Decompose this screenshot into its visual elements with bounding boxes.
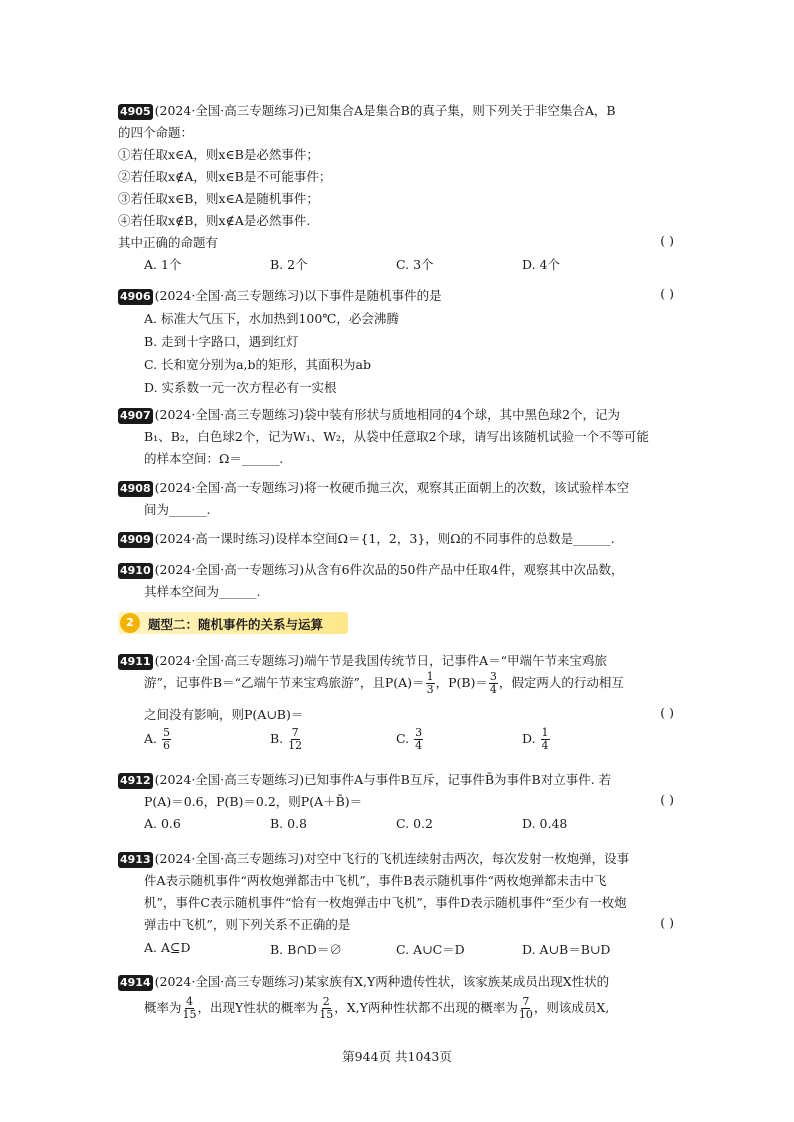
option-b: B. B∩D＝∅ bbox=[270, 942, 342, 957]
statement-3: ③若任取x∈B，则x∈A是随机事件； bbox=[118, 191, 319, 206]
option-d: D. $\frac{1}{4}$ bbox=[522, 726, 549, 752]
fraction: $\frac{2}{15}$ bbox=[319, 995, 334, 1021]
option-c: C. 长和宽分别为a,b的矩形，其面积为ab bbox=[144, 357, 371, 372]
question-text: 的四个命题： bbox=[118, 125, 194, 140]
question-text: (2024·全国·高一专题练习)将一枚硬币抛三次，观察其正面朝上的次数，该试验样本空 bbox=[154, 480, 630, 495]
question-number: 4910 bbox=[120, 564, 151, 577]
option-c: C. $\frac{3}{4}$ bbox=[396, 726, 423, 752]
section-title: 题型二：随机事件的关系与运算 bbox=[148, 617, 324, 632]
option-a: A. $\frac{5}{6}$ bbox=[144, 726, 170, 752]
question-number: 4913 bbox=[120, 853, 151, 866]
question-text: (2024·全国·高三专题练习)某家族有X,Y两种遗传性状，该家族某成员出现X性状的 bbox=[154, 974, 610, 989]
option-a: A. A⊆D bbox=[144, 940, 191, 955]
question-number: 4906 bbox=[120, 290, 151, 303]
question-text: (2024·全国·高三专题练习)已知事件A与事件B互斥，记事件B̄为事件B对立事件. 若 bbox=[154, 772, 612, 787]
option-d: D. 4个 bbox=[522, 257, 560, 272]
question-text: ，X,Y两种性状都不出现的概率为 bbox=[334, 1000, 518, 1015]
section-badge: 2 bbox=[120, 613, 140, 633]
question-text: P(A)＝0.6，P(B)＝0.2，则P(A＋B̄)＝ bbox=[144, 794, 363, 809]
option-b: B. 2个 bbox=[270, 257, 308, 272]
answer-bracket: ( ) bbox=[660, 233, 674, 248]
question-number: 4908 bbox=[120, 482, 151, 495]
question-number: 4911 bbox=[120, 655, 151, 668]
section-header bbox=[118, 612, 348, 634]
question-text: 概率为 bbox=[144, 1000, 182, 1015]
question-text: (2024·全国·高一专题练习)从含有6件次品的50件产品中任取4件，观察其中次品数， bbox=[154, 562, 624, 577]
option-c: C. 3个 bbox=[396, 257, 434, 272]
question-number: 4914 bbox=[120, 976, 151, 989]
question-text: 件A表示随机事件“两枚炮弹都击中飞机”，事件B表示随机事件“两枚炮弹都未击中飞 bbox=[144, 873, 607, 888]
question-text: (2024·全国·高三专题练习)以下事件是随机事件的是 bbox=[154, 288, 442, 303]
question-text: 之间没有影响，则P(A∪B)＝ bbox=[144, 707, 304, 722]
question-text: ，假定两人的行动相互 bbox=[498, 675, 624, 690]
question-text: (2024·全国·高三专题练习)袋中装有形状与质地相同的4个球，其中黑色球2个，记为 bbox=[154, 407, 621, 422]
question-text: (2024·高一课时练习)设样本空间Ω＝{1，2，3}，则Ω的不同事件的总数是______. bbox=[154, 531, 615, 546]
option-b: B. 0.8 bbox=[270, 816, 308, 831]
fraction: $\frac{1}{3}$ bbox=[426, 670, 434, 696]
page-footer: 第944页 共1043页 bbox=[342, 1049, 452, 1064]
option-d: D. 0.48 bbox=[522, 816, 568, 831]
option-c: C. A∪C＝D bbox=[396, 942, 465, 957]
fraction: $\frac{7}{10}$ bbox=[518, 995, 533, 1021]
answer-bracket: ( ) bbox=[660, 792, 674, 807]
question-number: 4912 bbox=[120, 774, 151, 787]
option-b: B. 走到十字路口，遇到红灯 bbox=[144, 334, 299, 349]
fraction: $\frac{4}{15}$ bbox=[182, 995, 197, 1021]
option-d: D. 实系数一元一次方程必有一实根 bbox=[144, 380, 337, 395]
question-number: 4907 bbox=[120, 409, 151, 422]
answer-bracket: ( ) bbox=[660, 705, 674, 720]
question-text: ，则该成员X, bbox=[533, 1000, 610, 1015]
question-text: (2024·全国·高三专题练习)已知集合A是集合B的真子集，则下列关于非空集合A，B bbox=[154, 103, 616, 118]
option-a: A. 标准大气压下，水加热到100℃，必会沸腾 bbox=[144, 311, 399, 326]
option-d: D. A∪B＝B∪D bbox=[522, 942, 611, 957]
question-text: 弹击中飞机”，则下列关系不正确的是 bbox=[144, 917, 351, 932]
option-c: C. 0.2 bbox=[396, 816, 433, 831]
question-text: (2024·全国·高三专题练习)对空中飞行的飞机连续射击两次，每次发射一枚炮弹，设事 bbox=[154, 851, 630, 866]
question-text: 其中正确的命题有 bbox=[118, 235, 219, 250]
question-text: 机”，事件C表示随机事件“恰有一枚炮弹击中飞机”，事件D表示随机事件“至少有一枚炮 bbox=[144, 895, 627, 910]
question-text: 其样本空间为______. bbox=[144, 584, 261, 599]
statement-1: ①若任取x∈A，则x∈B是必然事件； bbox=[118, 147, 319, 162]
question-text: 间为______. bbox=[144, 502, 211, 517]
question-text: ，P(B)＝ bbox=[435, 675, 488, 690]
option-a: A. 1个 bbox=[144, 257, 182, 272]
answer-bracket: ( ) bbox=[660, 915, 674, 930]
statement-4: ④若任取x∉B，则x∉A是必然事件. bbox=[118, 213, 311, 228]
option-a: A. 0.6 bbox=[144, 816, 181, 831]
question-number: 4905 bbox=[120, 105, 151, 118]
question-text: (2024·全国·高三专题练习)端午节是我国传统节日，记事件A＝“甲端午节来宝鸡旅 bbox=[154, 653, 608, 668]
question-text: B₁、B₂，白色球2个，记为W₁、W₂，从袋中任意取2个球，请写出该随机试验一个不等可能 bbox=[144, 429, 650, 444]
question-number: 4909 bbox=[120, 533, 151, 546]
answer-bracket: ( ) bbox=[660, 286, 674, 301]
fraction: $\frac{3}{4}$ bbox=[489, 670, 497, 696]
question-text: ，出现Y性状的概率为 bbox=[197, 1000, 319, 1015]
statement-2: ②若任取x∉A，则x∈B是不可能事件； bbox=[118, 169, 332, 184]
question-text: 游”，记事件B＝“乙端午节来宝鸡旅游”，且P(A)＝ bbox=[144, 675, 425, 690]
option-b: B. $\frac{7}{12}$ bbox=[270, 726, 303, 752]
question-text: 的样本空间：Ω＝______. bbox=[144, 451, 284, 466]
